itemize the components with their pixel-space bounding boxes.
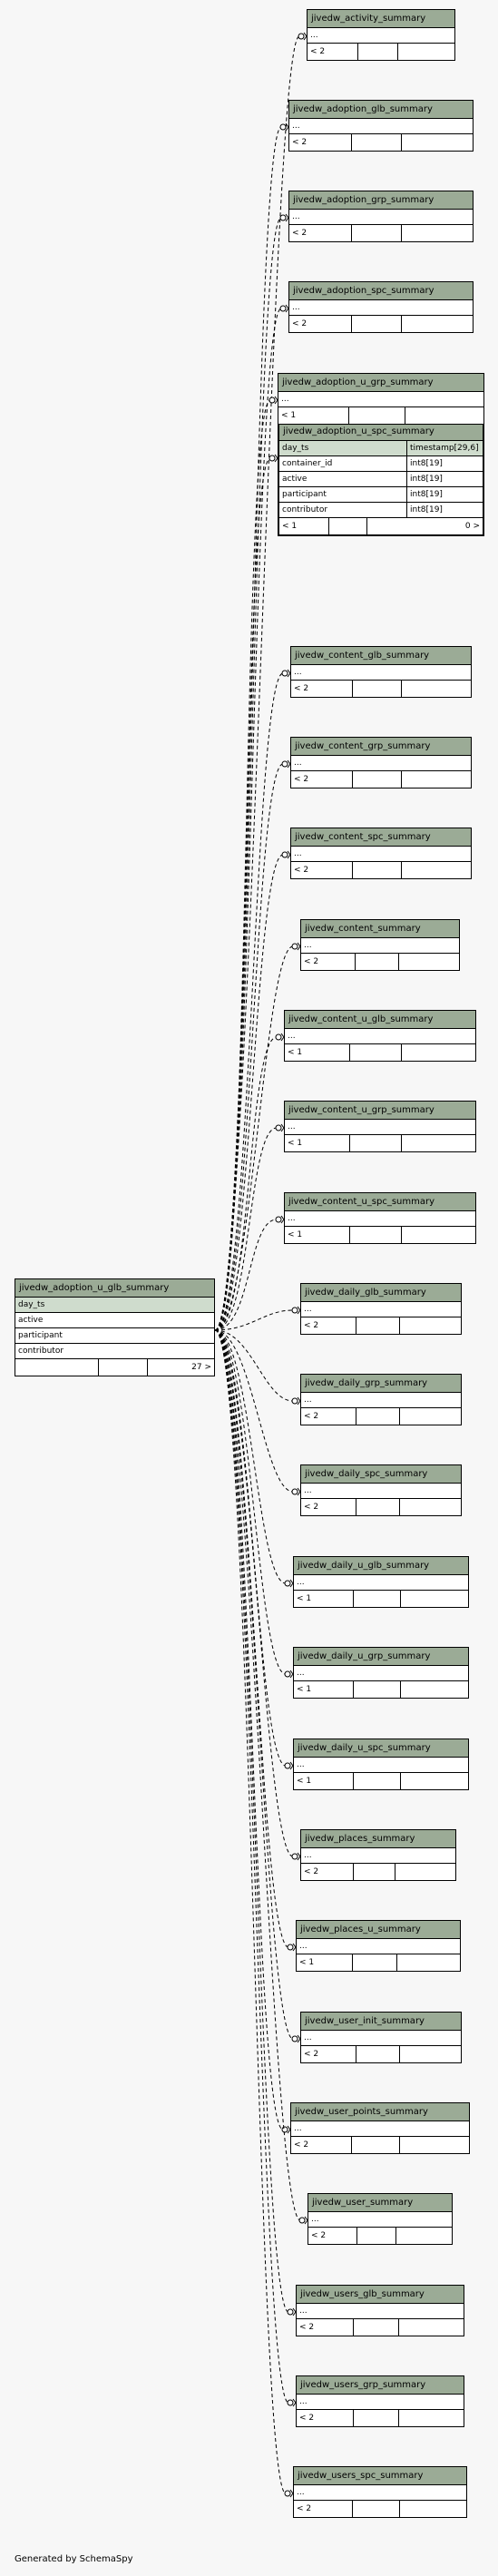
table-row: active int8[19] (279, 472, 483, 487)
table-jivedw-adoption-u-grp-summary[interactable] (278, 373, 484, 425)
table-jivedw-places-u-summary[interactable] (296, 1920, 461, 1972)
table-jivedw-daily-u-spc-summary[interactable] (293, 1739, 469, 1790)
table-jivedw-daily-u-glb-summary[interactable] (293, 1556, 469, 1608)
relationship-line (215, 400, 270, 1330)
table-row: ... (291, 756, 471, 771)
relationship-line (215, 309, 281, 1330)
table-jivedw-users-glb-summary[interactable] (296, 2285, 464, 2336)
table-jivedw-adoption-spc-summary[interactable] (288, 281, 474, 333)
table-header: jivedw_adoption_u_spc_summary (279, 423, 483, 441)
table-header: jivedw_content_u_spc_summary (285, 1193, 475, 1211)
table-footer: < 2 (301, 1499, 461, 1515)
crowfoot-marker (292, 2036, 298, 2042)
table-row: ... (308, 2212, 452, 2228)
table-row: ... (294, 1575, 468, 1591)
crowfoot-marker (282, 671, 288, 676)
crowfoot-marker (276, 1217, 281, 1222)
table-jivedw-content-u-glb-summary[interactable] (284, 1010, 476, 1062)
crowfoot-marker (285, 2491, 290, 2496)
table-row: day_ts (15, 1298, 214, 1313)
relationship-line (215, 127, 281, 1330)
crowfoot-marker (269, 397, 275, 403)
table-row: ... (285, 1120, 475, 1135)
crowfoot-marker (292, 944, 298, 949)
crowfoot-marker (282, 761, 288, 767)
table-row: ... (294, 1666, 468, 1681)
table-row: contributor int8[19] (279, 503, 483, 518)
table-header: jivedw_users_glb_summary (297, 2286, 464, 2304)
table-row: container_id int8[19] (279, 456, 483, 472)
table-row: ... (289, 300, 473, 316)
table-footer: < 1 (285, 1227, 475, 1243)
table-row: ... (285, 1029, 475, 1044)
table-footer: < 2 (297, 2410, 464, 2426)
crowfoot-marker (285, 1581, 290, 1586)
table-header: jivedw_daily_grp_summary (301, 1375, 461, 1393)
table-footer: < 2 (308, 44, 454, 60)
crowfoot-marker (285, 1763, 290, 1768)
table-footer: < 1 (294, 1681, 468, 1698)
table-row: ... (301, 1302, 461, 1317)
table-row: ... (301, 2031, 461, 2046)
table-footer: < 2 (301, 1408, 461, 1425)
table-header: jivedw_user_init_summary (301, 2013, 461, 2031)
table-header: jivedw_content_u_glb_summary (285, 1011, 475, 1029)
generated-by-label: Generated by SchemaSpy (15, 2554, 133, 2564)
relationship-line (215, 1330, 286, 1766)
table-footer: < 2 (301, 1317, 461, 1334)
crowfoot-marker (292, 1398, 298, 1404)
table-header: jivedw_users_grp_summary (297, 2376, 464, 2395)
crowfoot-marker (276, 1125, 281, 1131)
table-row: ... (301, 1484, 461, 1499)
crowfoot-marker (288, 1944, 293, 1950)
table-jivedw-places-summary[interactable] (300, 1829, 456, 1881)
table-header: jivedw_daily_u_grp_summary (294, 1648, 468, 1666)
table-row: ... (297, 2304, 464, 2319)
table-jivedw-users-spc-summary[interactable] (293, 2466, 467, 2518)
table-jivedw-content-glb-summary[interactable] (290, 646, 472, 698)
table-row: ... (285, 1211, 475, 1227)
table-jivedw-daily-grp-summary[interactable] (300, 1374, 462, 1425)
table-header: jivedw_user_summary (308, 2194, 452, 2212)
table-row: ... (301, 1393, 461, 1408)
table-jivedw-content-spc-summary[interactable] (290, 828, 472, 879)
table-jivedw-activity-summary[interactable] (307, 9, 455, 61)
table-header: jivedw_users_spc_summary (294, 2467, 466, 2485)
table-row: contributor (15, 1344, 214, 1359)
table-footer: < 2 (291, 681, 471, 697)
table-footer: < 2 (294, 2501, 466, 2517)
table-footer: < 2 (291, 771, 471, 788)
table-row: ... (301, 938, 459, 954)
relationship-line (215, 1330, 300, 2220)
crowfoot-marker (292, 1308, 298, 1313)
table-footer: < 2 (291, 2137, 469, 2153)
relationship-line (215, 1330, 286, 1674)
table-row: participant (15, 1328, 214, 1344)
table-row: ... (294, 2485, 466, 2501)
table-footer: < 1 (297, 1954, 460, 1971)
table-footer: < 1 (278, 407, 483, 424)
table-row: ... (289, 210, 473, 225)
table-footer: < 2 (301, 954, 459, 970)
relationship-line (215, 1330, 288, 2312)
table-footer: < 2 (289, 225, 473, 241)
table-row: ... (278, 392, 483, 407)
table-footer: < 2 (301, 2046, 461, 2062)
table-header: jivedw_adoption_grp_summary (289, 191, 473, 210)
table-row: ... (301, 1848, 455, 1864)
table-header: jivedw_user_points_summary (291, 2103, 469, 2121)
table-header: jivedw_content_grp_summary (291, 738, 471, 756)
table-jivedw-daily-glb-summary[interactable] (300, 1283, 462, 1335)
table-header: jivedw_daily_u_glb_summary (294, 1557, 468, 1575)
crowfoot-marker (299, 2218, 305, 2223)
table-footer: < 1 0 > (279, 518, 483, 534)
table-jivedw-adoption-u-spc-summary[interactable] (278, 421, 484, 536)
table-header: jivedw_adoption_glb_summary (289, 101, 473, 119)
crowfoot-marker (269, 455, 275, 461)
table-footer: < 1 (294, 1773, 468, 1789)
table-row: ... (289, 119, 473, 134)
table-footer: < 2 (289, 134, 473, 151)
table-header: jivedw_activity_summary (308, 10, 454, 28)
table-jivedw-user-points-summary[interactable] (290, 2102, 470, 2154)
table-header: jivedw_adoption_u_grp_summary (278, 374, 483, 392)
crowfoot-marker (288, 2309, 293, 2315)
table-row: ... (294, 1758, 468, 1773)
table-footer: < 2 (291, 862, 471, 878)
table-row: ... (308, 28, 454, 44)
relationship-line (215, 1037, 277, 1330)
table-header: jivedw_adoption_u_glb_summary (15, 1279, 214, 1298)
table-footer: 27 > (15, 1359, 214, 1376)
table-row: ... (291, 665, 471, 681)
table-row: active (15, 1313, 214, 1328)
table-footer: < 2 (308, 2228, 452, 2244)
table-footer: < 2 (289, 316, 473, 332)
table-footer: < 2 (301, 1864, 455, 1880)
table-header: jivedw_content_spc_summary (291, 828, 471, 847)
table-footer: < 1 (294, 1591, 468, 1607)
table-jivedw-content-u-spc-summary[interactable] (284, 1192, 476, 1244)
table-header: jivedw_daily_glb_summary (301, 1284, 461, 1302)
table-footer: < 1 (285, 1044, 475, 1061)
table-row: participant int8[19] (279, 487, 483, 503)
table-header: jivedw_places_u_summary (297, 1921, 460, 1939)
relationship-line (215, 1310, 293, 1330)
table-footer: < 1 (285, 1135, 475, 1151)
table-row: day_ts timestamp[29,6] (279, 441, 483, 456)
crowfoot-marker (280, 215, 286, 220)
table-jivedw-user-init-summary[interactable] (300, 2012, 462, 2063)
table-row: ... (291, 847, 471, 862)
table-jivedw-adoption-u-glb-summary[interactable] (15, 1278, 215, 1376)
crowfoot-marker (285, 1671, 290, 1677)
table-row: ... (291, 2121, 469, 2137)
crowfoot-marker (298, 34, 304, 39)
crowfoot-marker (288, 2400, 293, 2405)
table-jivedw-daily-spc-summary[interactable] (300, 1464, 462, 1516)
crowfoot-marker (276, 1034, 281, 1040)
crowfoot-marker (292, 1489, 298, 1494)
table-header: jivedw_daily_spc_summary (301, 1465, 461, 1484)
table-jivedw-content-grp-summary[interactable] (290, 737, 472, 788)
table-header: jivedw_places_summary (301, 1830, 455, 1848)
table-header: jivedw_content_summary (301, 920, 459, 938)
table-row: ... (297, 1939, 460, 1954)
table-header: jivedw_content_u_grp_summary (285, 1102, 475, 1120)
table-footer: < 2 (297, 2319, 464, 2336)
table-jivedw-user-summary[interactable] (308, 2193, 453, 2245)
table-jivedw-content-summary[interactable] (300, 919, 460, 971)
table-jivedw-users-grp-summary[interactable] (296, 2375, 464, 2427)
table-jivedw-adoption-grp-summary[interactable] (288, 191, 474, 242)
table-header: jivedw_adoption_spc_summary (289, 282, 473, 300)
table-jivedw-adoption-glb-summary[interactable] (288, 100, 474, 152)
table-header: jivedw_content_glb_summary (291, 647, 471, 665)
table-jivedw-content-u-grp-summary[interactable] (284, 1101, 476, 1152)
crowfoot-marker (280, 124, 286, 130)
table-jivedw-daily-u-grp-summary[interactable] (293, 1647, 469, 1699)
crowfoot-marker (292, 1854, 298, 1859)
crowfoot-marker (282, 2127, 288, 2132)
table-header: jivedw_daily_u_spc_summary (294, 1739, 468, 1758)
table-row: ... (297, 2395, 464, 2410)
crowfoot-marker (282, 852, 288, 857)
crowfoot-marker (280, 306, 286, 311)
